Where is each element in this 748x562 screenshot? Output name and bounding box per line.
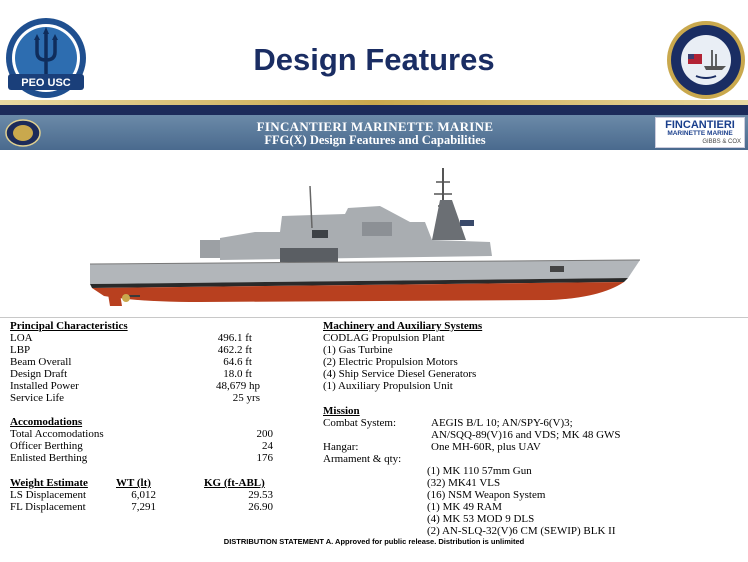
- machinery-line: (2) Electric Propulsion Motors: [323, 356, 458, 368]
- accommodation-label: Total Accomodations: [10, 428, 104, 440]
- principal-label: LOA: [10, 332, 33, 344]
- principal-label: Design Draft: [10, 368, 68, 380]
- machinery-line: CODLAG Propulsion Plant: [323, 332, 445, 344]
- hangar-value: One MH-60R, plus UAV: [431, 441, 541, 453]
- principal-label: Installed Power: [10, 380, 79, 392]
- armament-label: Armament & qty:: [323, 453, 402, 465]
- page-title: Design Features: [253, 42, 495, 77]
- weight-wt-value: 7,291: [131, 501, 156, 513]
- principal-value: 496.1 ft: [217, 332, 252, 344]
- weight-label: LS Displacement: [10, 489, 87, 501]
- brand-sub: MARINETTE MARINE: [667, 130, 733, 137]
- weight-heading: Weight Estimate: [10, 477, 88, 489]
- armament-item: (1) MK 110 57mm Gun: [427, 465, 532, 477]
- combat-system-value: AN/SQQ-89(V)16 and VDS; MK 48 GWS: [431, 429, 621, 441]
- combat-system-value: AEGIS B/L 10; AN/SPY-6(V)3;: [431, 417, 573, 429]
- weight-wt-value: 6,012: [131, 489, 156, 501]
- weight-kg-value: 29.53: [248, 489, 273, 501]
- machinery-line: (4) Ship Service Diesel Generators: [323, 368, 477, 380]
- distribution-statement: DISTRIBUTION STATEMENT A. Approved for public release. Distribution is unlimited: [223, 537, 525, 546]
- hangar-label: Hangar:: [323, 441, 359, 453]
- armament-item: (2) AN-SLQ-32(V)6 CM (SEWIP) BLK II: [427, 525, 616, 537]
- principal-value: 25 yrs: [232, 392, 260, 404]
- program-banner: [0, 115, 748, 150]
- section-divider: [0, 317, 748, 318]
- frigate-profile-image: [80, 160, 650, 310]
- weight-kg-value: 26.90: [248, 501, 273, 513]
- armament-item: (1) MK 49 RAM: [427, 501, 502, 513]
- fincantieri-logo: [655, 117, 745, 148]
- accommodations-heading: Accomodations: [10, 416, 83, 428]
- armament-item: (4) MK 53 MOD 9 DLS: [427, 513, 535, 525]
- principal-value: 462.2 ft: [217, 344, 252, 356]
- accommodation-value: 200: [256, 428, 273, 440]
- principal-label: Service Life: [10, 392, 65, 404]
- slide-header: [0, 0, 748, 104]
- machinery-line: (1) Gas Turbine: [323, 344, 393, 356]
- principal-value: 64.6 ft: [223, 356, 252, 368]
- principal-value: 48,679 hp: [216, 380, 260, 392]
- mission-heading: Mission: [323, 405, 360, 417]
- navy-band: [0, 105, 748, 115]
- banner-company: FINCANTIERI MARINETTE MARINE: [256, 119, 494, 134]
- weight-label: FL Displacement: [10, 501, 86, 513]
- armament-item: (16) NSM Weapon System: [427, 489, 546, 501]
- combat-system-label: Combat System:: [323, 417, 397, 429]
- weight-col-wt: WT (lt): [116, 477, 151, 489]
- banner-subtitle: FFG(X) Design Features and Capabilities: [264, 133, 486, 147]
- principal-heading: Principal Characteristics: [10, 320, 128, 332]
- peo-usc-logo-text: PEO USC: [21, 77, 71, 89]
- accommodation-value: 176: [256, 452, 273, 464]
- machinery-line: (1) Auxiliary Propulsion Unit: [323, 380, 453, 392]
- armament-item: (32) MK41 VLS: [427, 477, 501, 489]
- principal-label: Beam Overall: [10, 356, 72, 368]
- brand-name: FINCANTIERI: [665, 119, 735, 131]
- frigate-program-seal-icon: [666, 20, 746, 100]
- machinery-heading: Machinery and Auxiliary Systems: [323, 320, 483, 332]
- weight-col-kg: KG (ft-ABL): [204, 477, 265, 489]
- accommodation-label: Enlisted Berthing: [10, 452, 88, 464]
- principal-label: LBP: [10, 344, 31, 356]
- navy-seal-icon: [4, 119, 42, 147]
- brand-partner: GIBBS & COX: [702, 139, 741, 145]
- principal-value: 18.0 ft: [223, 368, 252, 380]
- accommodation-value: 24: [262, 440, 273, 452]
- accommodation-label: Officer Berthing: [10, 440, 83, 452]
